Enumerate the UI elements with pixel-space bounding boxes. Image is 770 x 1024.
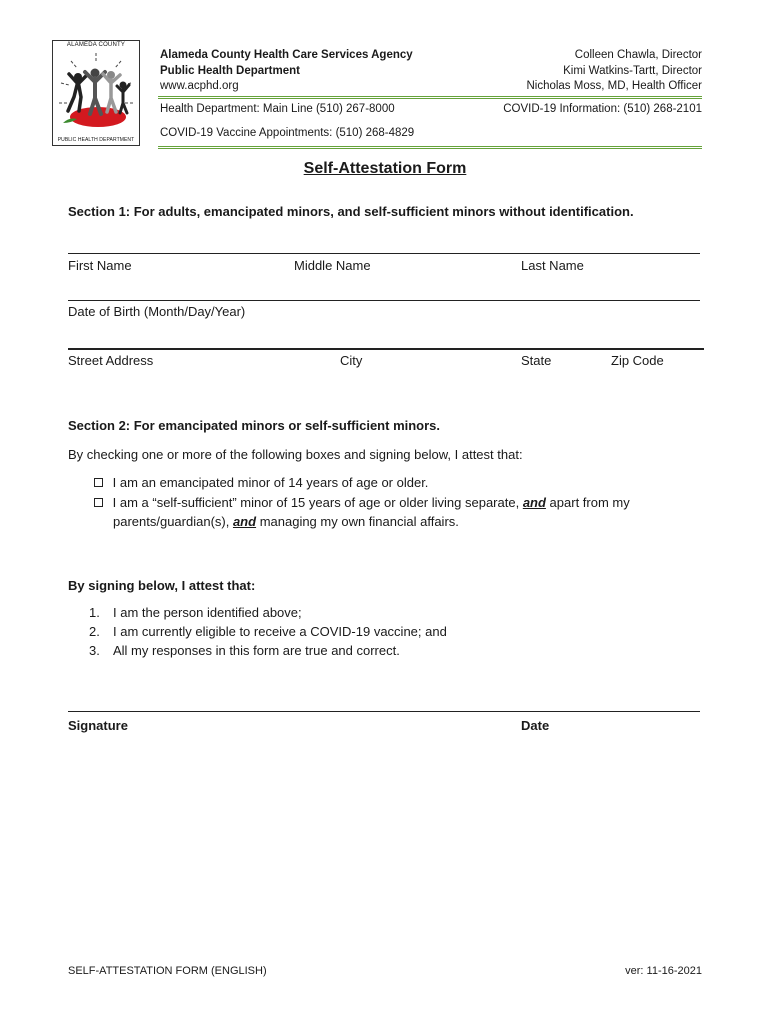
option2-and-1: and bbox=[522, 495, 546, 510]
attest-item-number: 2. bbox=[89, 624, 100, 639]
footer-form-name: SELF-ATTESTATION FORM (ENGLISH) bbox=[68, 965, 267, 977]
section1-heading: Section 1: For adults, emancipated minors, and self-sufficient minors without identification. bbox=[68, 204, 634, 219]
vaccine-appointment-phone: COVID-19 Vaccine Appointments: (510) 268-4829 bbox=[160, 127, 415, 139]
last-name-label: Last Name bbox=[521, 258, 584, 273]
attest-item-number: 1. bbox=[89, 605, 100, 620]
attest-item-2 bbox=[89, 624, 447, 639]
signature-line[interactable] bbox=[68, 711, 700, 712]
attest-item-3 bbox=[89, 643, 400, 658]
logo-bottom-text: PUBLIC HEALTH DEPARTMENT bbox=[57, 137, 135, 143]
self-sufficient-checkbox[interactable] bbox=[94, 498, 103, 507]
attest-item-text: All my responses in this form are true and correct. bbox=[113, 643, 400, 658]
option1-text: I am an emancipated minor of 14 years of age or older. bbox=[112, 475, 429, 490]
attest-item-number: 3. bbox=[89, 643, 100, 658]
attest-item-text: I am currently eligible to receive a COVID-19 vaccine; and bbox=[113, 624, 447, 639]
option-self-sufficient-cont bbox=[113, 514, 459, 529]
date-label: Date bbox=[521, 718, 550, 733]
logo-top-text: ALAMEDA COUNTY bbox=[66, 42, 126, 48]
option2-text-a: I am a “self-sufficient” minor of 15 years of age or older living separate, bbox=[112, 495, 523, 510]
city-label: City bbox=[340, 353, 363, 368]
name-line[interactable] bbox=[68, 253, 700, 254]
header-divider-bottom bbox=[158, 146, 702, 147]
form-title: Self-Attestation Form bbox=[303, 160, 467, 177]
dob-line[interactable] bbox=[68, 300, 700, 301]
option-self-sufficient bbox=[94, 495, 630, 510]
staff-director-1: Colleen Chawla, Director bbox=[574, 49, 702, 61]
department-name: Public Health Department bbox=[160, 64, 300, 77]
header-divider-top-2 bbox=[158, 98, 702, 99]
covid-info-phone: COVID-19 Information: (510) 268-2101 bbox=[503, 103, 702, 115]
agency-logo bbox=[52, 40, 140, 146]
state-label: State bbox=[521, 353, 552, 368]
option2-text-d: managing my own financial affairs. bbox=[256, 514, 459, 529]
middle-name-label: Middle Name bbox=[294, 258, 371, 273]
footer-version: ver: 11-16-2021 bbox=[625, 965, 702, 977]
attest-item-text: I am the person identified above; bbox=[113, 605, 302, 620]
header-divider-bottom-2 bbox=[158, 148, 702, 149]
street-address-label: Street Address bbox=[68, 353, 154, 368]
staff-director-2: Kimi Watkins-Tartt, Director bbox=[563, 64, 702, 77]
staff-list bbox=[526, 48, 702, 95]
agency-website[interactable]: www.acphd.org bbox=[160, 80, 239, 92]
staff-health-officer: Nicholas Moss, MD, Health Officer bbox=[526, 80, 702, 92]
option2-text-b: apart from my bbox=[545, 495, 630, 510]
option-emancipated bbox=[94, 475, 428, 490]
header-divider-top bbox=[158, 96, 702, 97]
option2-and-2: and bbox=[232, 514, 257, 529]
dob-label: Date of Birth (Month/Day/Year) bbox=[68, 304, 246, 319]
emancipated-checkbox[interactable] bbox=[94, 478, 103, 487]
agency-name: Alameda County Health Care Services Agency bbox=[160, 49, 413, 61]
section2-heading: Section 2: For emancipated minors or self-sufficient minors. bbox=[68, 418, 441, 433]
address-line[interactable] bbox=[68, 348, 704, 350]
signature-label: Signature bbox=[68, 718, 128, 733]
attest-item-1 bbox=[89, 605, 302, 620]
section2-intro: By checking one or more of the following boxes and signing below, I attest that: bbox=[68, 447, 523, 462]
agency-header bbox=[160, 48, 413, 95]
option2-text-c: parents/guardian(s), bbox=[113, 514, 233, 529]
first-name-label: First Name bbox=[68, 258, 132, 273]
attest-heading: By signing below, I attest that: bbox=[68, 578, 256, 593]
logo-figures-icon bbox=[53, 51, 139, 141]
main-line-phone: Health Department: Main Line (510) 267-8000 bbox=[160, 103, 395, 115]
zip-code-label: Zip Code bbox=[611, 353, 664, 368]
